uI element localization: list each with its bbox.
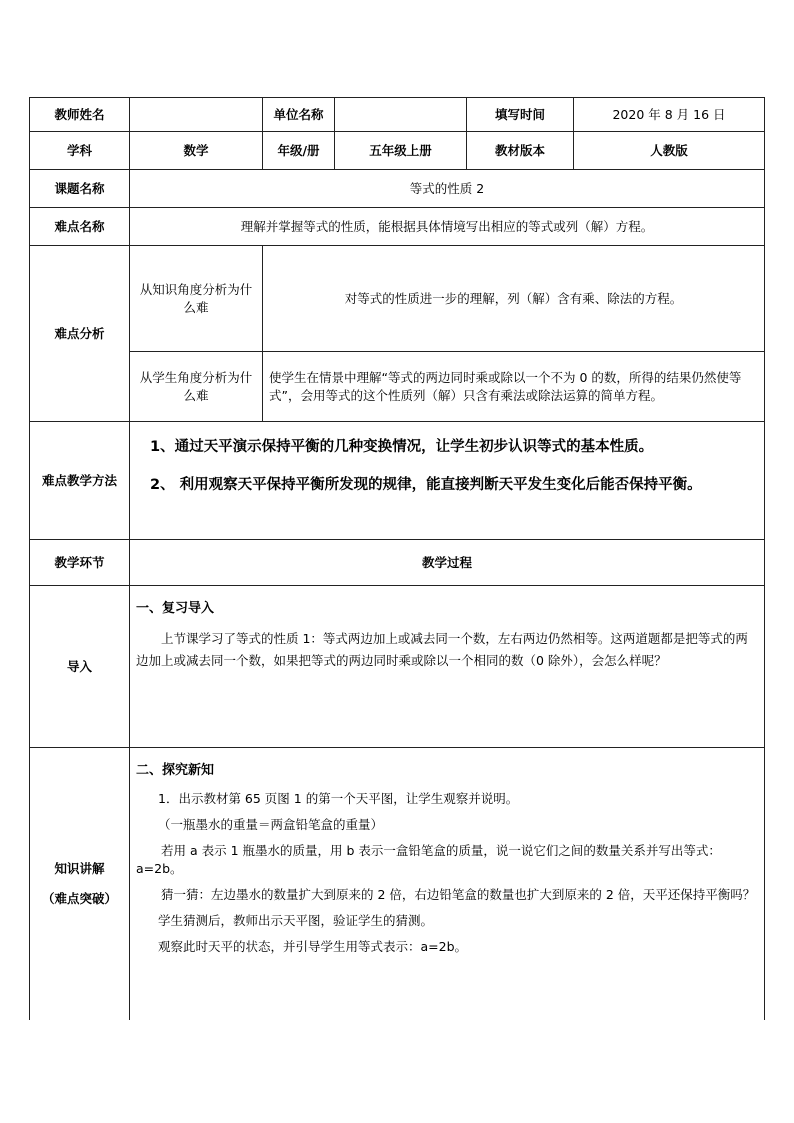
knowledge-paragraph: 猜一猜：左边墨水的数量扩大到原来的 2 倍，右边铅笔盒的数量也扩大到原来的 2 倍，天平还保持平衡吗？ xyxy=(161,887,756,902)
edition-value: 人教版 xyxy=(574,132,765,170)
difficulty-row xyxy=(30,208,765,246)
knowledge-label-cell xyxy=(30,748,130,1020)
difficulty-value: 理解并掌握等式的性质，能根据具体情境写出相应的等式或列（解）方程。 xyxy=(130,208,765,246)
knowledge-sublabel: （难点突破） xyxy=(41,890,117,906)
grade-label: 年级/册 xyxy=(263,132,335,170)
analysis-label: 难点分析 xyxy=(30,246,130,422)
methods-content xyxy=(130,422,765,540)
grade-value: 五年级上册 xyxy=(335,132,467,170)
analysis-row-knowledge xyxy=(30,246,765,352)
teacher-name-label: 教师姓名 xyxy=(30,98,130,132)
edition-label: 教材版本 xyxy=(467,132,574,170)
knowledge-paragraph: （一瓶墨水的重量＝两盒铅笔盒的重量） xyxy=(158,817,384,832)
process-header-value: 教学过程 xyxy=(130,540,765,586)
process-step-label: 教学环节 xyxy=(30,540,130,586)
lesson-plan-table xyxy=(29,97,765,1020)
teacher-name-value xyxy=(130,98,263,132)
topic-row xyxy=(30,170,765,208)
knowledge-row xyxy=(30,748,765,1020)
process-header-row xyxy=(30,540,765,586)
subject-label: 学科 xyxy=(30,132,130,170)
student-angle-label: 从学生角度分析为什么难 xyxy=(130,352,263,422)
unit-name-value xyxy=(335,98,467,132)
subject-value: 数学 xyxy=(130,132,263,170)
knowledge-label: 知识讲解 xyxy=(54,860,105,876)
intro-heading: 一、复习导入 xyxy=(136,601,215,616)
fill-date-label: 填写时间 xyxy=(467,98,574,132)
knowledge-paragraph: 若用 a 表示 1 瓶墨水的质量，用 b 表示一盒铅笔盒的质量，说一说它们之间的数量关系并写出等式：a=2b。 xyxy=(136,843,721,876)
intro-text: 上节课学习了等式的性质 1：等式两边加上或减去同一个数，左右两边仍然相等。这两道题都是把等式的两边加上或减去同一个数，如果把等式的两边同时乘或除以一个相同的数（0 除外），会怎么样呢？ xyxy=(136,631,748,668)
knowledge-paragraph: 学生猜测后，教师出示天平图，验证学生的猜测。 xyxy=(158,913,434,928)
method-item: 2、 利用观察天平保持平衡所发现的规律，能直接判断天平发生变化后能否保持平衡。 xyxy=(150,477,702,493)
topic-label: 课题名称 xyxy=(30,170,130,208)
methods-label: 难点教学方法 xyxy=(30,422,130,540)
method-item: 1、通过天平演示保持平衡的几种变换情况，让学生初步认识等式的基本性质。 xyxy=(150,439,654,455)
intro-label: 导入 xyxy=(30,586,130,748)
knowledge-content xyxy=(130,748,765,1020)
knowledge-angle-text: 对等式的性质进一步的理解，列（解）含有乘、除法的方程。 xyxy=(263,246,765,352)
intro-row xyxy=(30,586,765,748)
header-row-2 xyxy=(30,132,765,170)
header-row-1 xyxy=(30,98,765,132)
knowledge-angle-label: 从知识角度分析为什么难 xyxy=(130,246,263,352)
unit-name-label: 单位名称 xyxy=(263,98,335,132)
student-angle-text: 使学生在情景中理解“等式的两边同时乘或除以一个不为 0 的数，所得的结果仍然使等式”，会用等式的这个性质列（解）只含有乘法或除法运算的简单方程。 xyxy=(263,352,765,422)
knowledge-paragraph: 观察此时天平的状态，并引导学生用等式表示：a=2b。 xyxy=(158,939,468,954)
intro-content xyxy=(130,586,765,748)
difficulty-label: 难点名称 xyxy=(30,208,130,246)
knowledge-paragraph: 1．出示教材第 65 页图 1 的第一个天平图，让学生观察并说明。 xyxy=(158,791,519,806)
topic-value: 等式的性质 2 xyxy=(130,170,765,208)
analysis-row-student xyxy=(30,352,765,422)
knowledge-heading: 二、探究新知 xyxy=(136,763,215,778)
fill-date-value: 2020 年 8 月 16 日 xyxy=(574,98,765,132)
methods-row xyxy=(30,422,765,540)
